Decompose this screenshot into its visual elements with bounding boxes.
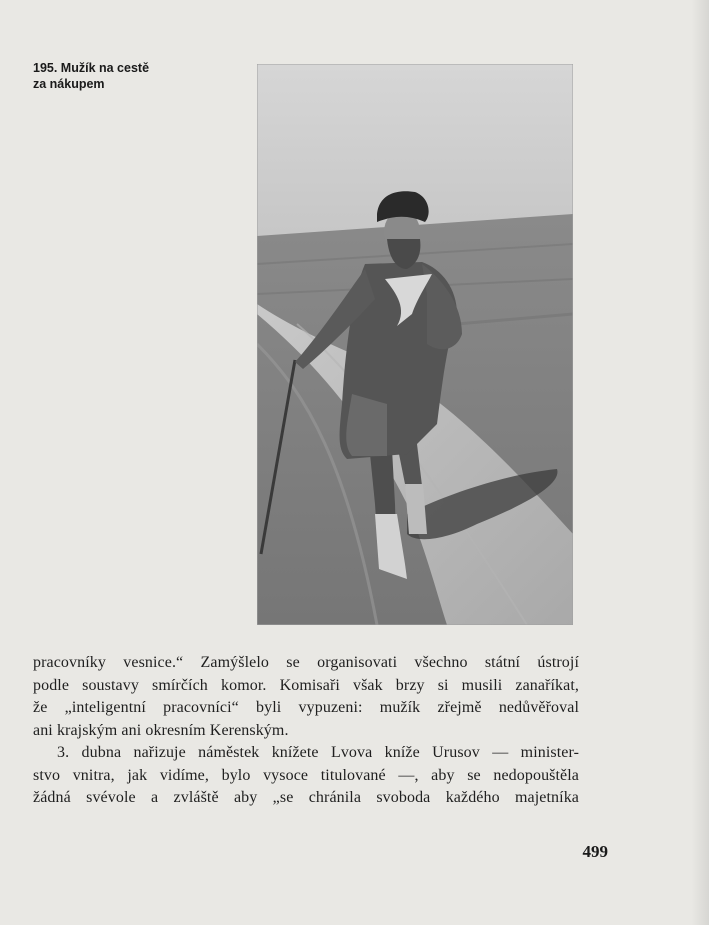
page-number: 499 <box>582 842 608 861</box>
peasant-photo-image <box>257 64 573 625</box>
text-line: že „inteligentní pracovníci“ byli vypuzeni: mužík zřejmě nedůvěřoval <box>33 699 579 716</box>
text-line: pracovníky vesnice.“ Zamýšlelo se organisovati všechno státní ústrojí <box>33 654 579 671</box>
text-line: žádná svévole a zvláště aby „se chránila svoboda každého majetníka <box>33 789 579 806</box>
text-line: 3. dubna nařizuje náměstek knížete Lvova kníže Urusov — minister- <box>57 744 579 761</box>
photograph <box>257 64 573 625</box>
body-text <box>33 652 579 810</box>
caption-line-2: za nákupem <box>33 77 105 91</box>
caption-line-1: 195. Mužík na cestě <box>33 61 150 75</box>
text-line: podle soustavy smírčích komor. Komisaři však brzy si musili zanaříkat, <box>33 676 579 694</box>
text-line: stvo vnitra, jak vidíme, bylo vysoce titulované —, aby se nedopouštěla <box>33 766 579 784</box>
page-edge-shadow <box>691 0 709 925</box>
text-line: ani krajským ani okresním Kerenským. <box>33 721 289 739</box>
figure-caption <box>33 60 233 92</box>
